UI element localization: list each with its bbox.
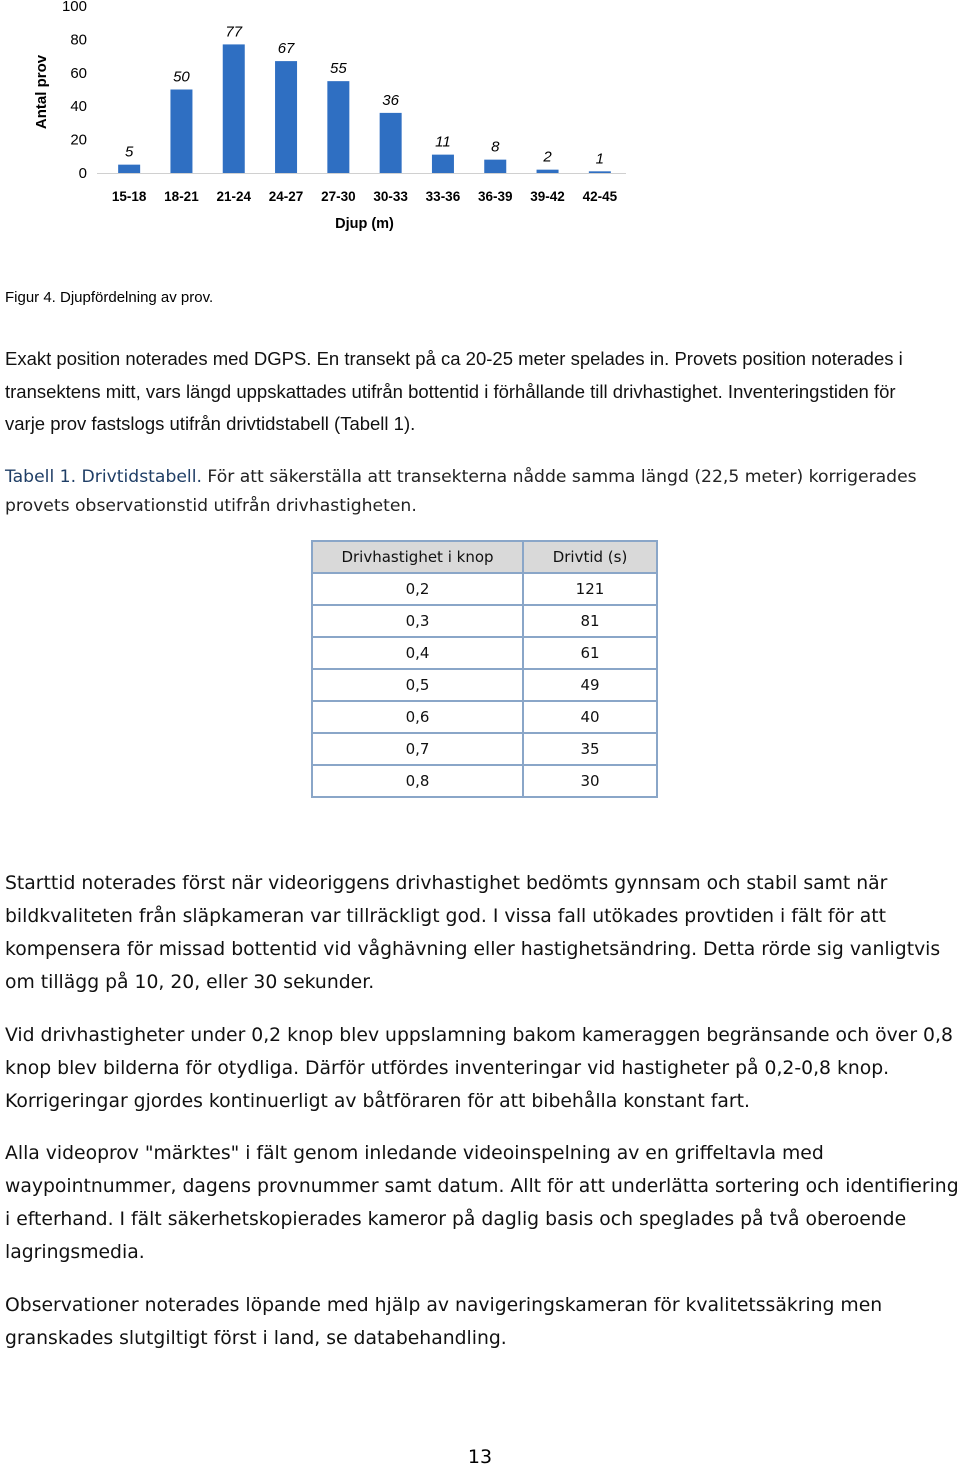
bar	[432, 155, 454, 173]
drift-time-table	[311, 540, 658, 798]
x-tick-label: 15-18	[111, 189, 147, 204]
x-tick-label: 30-33	[373, 189, 408, 204]
paragraph-observations: Observationer noterades löpande med hjälp av navigeringskameran för kvalitetssäkring men granskades slutgiltigt först i land, se databehandling.	[5, 1295, 883, 1349]
header-time: Drivtid (s)	[523, 541, 657, 573]
y-axis-title: Antal prov	[33, 54, 50, 130]
table-row	[312, 669, 657, 701]
y-tick-label: 80	[70, 31, 87, 49]
bar	[118, 165, 140, 173]
paragraph-starttime: Starttid noterades först när videoriggens drivhastighet bedömts gynnsam och stabil samt när bildkvaliteten från släpkameran var tillräckligt god. I vissa fall utökades provtiden i fält för att kompensera för missad bottentid vid våghävning eller hastighetsändring. Detta rörde sig vanligtvis om tillägg på 10, 20, eller 30 sekunder.	[5, 873, 941, 993]
y-tick-label: 100	[61, 0, 87, 15]
bar	[170, 90, 192, 174]
cell-time: 61	[523, 637, 657, 669]
data-label: 8	[491, 138, 500, 156]
x-tick-label: 39-42	[530, 189, 565, 204]
data-label: 67	[277, 40, 295, 58]
bar	[589, 171, 611, 173]
data-label: 50	[173, 68, 190, 86]
x-tick-label: 18-21	[164, 189, 199, 204]
bar	[327, 81, 349, 173]
bar	[275, 61, 297, 173]
cell-speed: 0,2	[312, 573, 523, 605]
table-row	[312, 605, 657, 637]
x-tick-label: 36-39	[477, 189, 513, 204]
data-label: 77	[225, 23, 243, 41]
cell-time: 35	[523, 733, 657, 765]
table-row	[312, 637, 657, 669]
data-label: 1	[595, 150, 605, 168]
cell-time: 40	[523, 701, 657, 733]
paragraph-position: Exakt position noterades med DGPS. En transekt på ca 20-25 meter spelades in. Provets position noterades i transektens mitt, vars längd uppskattades utifrån bottentid i förhållande till drivhastighet. Inventeringstiden för varje prov fastslogs utifrån drivtidstabell (Tabell 1).	[5, 348, 903, 434]
cell-time: 81	[523, 605, 657, 637]
cell-speed: 0,4	[312, 637, 523, 669]
table-row	[312, 733, 657, 765]
figure-caption: Figur 4. Djupfördelning av prov.	[5, 289, 214, 306]
y-tick-label: 40	[70, 98, 87, 116]
cell-time: 30	[523, 765, 657, 797]
data-label: 36	[382, 91, 399, 109]
cell-time: 121	[523, 573, 657, 605]
table-row	[312, 573, 657, 605]
data-label: 5	[124, 143, 134, 161]
table-row	[312, 765, 657, 797]
bar-chart-svg	[0, 0, 960, 240]
x-tick-label: 21-24	[216, 189, 252, 204]
data-label: 2	[543, 148, 552, 166]
paragraph-drift-speeds: Vid drivhastigheter under 0,2 knop blev uppslamning bakom kameraggen begränsande och över 0,8 knop blev bilderna för otydliga. Därför utfördes inventeringar vid hastigheter på 0,2-0,8 knop. Korrigeringar gjordes kontinuerligt av båtföraren för att bibehålla konstant fart.	[5, 1025, 953, 1112]
bar	[380, 113, 402, 173]
data-label: 11	[435, 133, 451, 151]
cell-speed: 0,3	[312, 605, 523, 637]
x-tick-label: 24-27	[268, 189, 304, 204]
table-row	[312, 701, 657, 733]
bar	[537, 170, 559, 173]
table-caption	[5, 463, 945, 521]
table-caption-text: För att säkerställa att transekterna nådde samma längd (22,5 meter) korrigerades provets observationstid utifrån drivhastigheten.	[5, 467, 917, 516]
cell-speed: 0,6	[312, 701, 523, 733]
x-tick-label: 27-30	[321, 189, 356, 204]
paragraph-marking: Alla videoprov "märktes" i fält genom inledande videoinspelning av en griffeltavla med waypointnummer, dagens provnummer samt datum. Allt för att underlätta sortering och identifiering i efterhand. I fält säkerhetskopierades kameror på daglig basis och speglades på två oberoende lagringsmedia.	[5, 1143, 959, 1263]
bar	[484, 160, 506, 173]
x-axis-title: Djup (m)	[335, 216, 394, 232]
cell-time: 49	[523, 669, 657, 701]
table-caption-lead: Tabell 1. Drivtidstabell.	[5, 467, 202, 487]
data-label: 55	[330, 60, 347, 78]
x-tick-label: 42-45	[582, 189, 618, 204]
header-speed: Drivhastighet i knop	[312, 541, 523, 573]
y-tick-label: 20	[70, 131, 87, 149]
y-tick-label: 0	[78, 165, 87, 182]
y-tick-label: 60	[70, 64, 87, 82]
cell-speed: 0,7	[312, 733, 523, 765]
cell-speed: 0,5	[312, 669, 523, 701]
page-number: 13	[467, 1446, 493, 1468]
cell-speed: 0,8	[312, 765, 523, 797]
table-header-row	[312, 541, 657, 573]
x-tick-label: 33-36	[425, 189, 461, 204]
bar	[223, 44, 245, 173]
depth-distribution-chart	[0, 0, 960, 240]
